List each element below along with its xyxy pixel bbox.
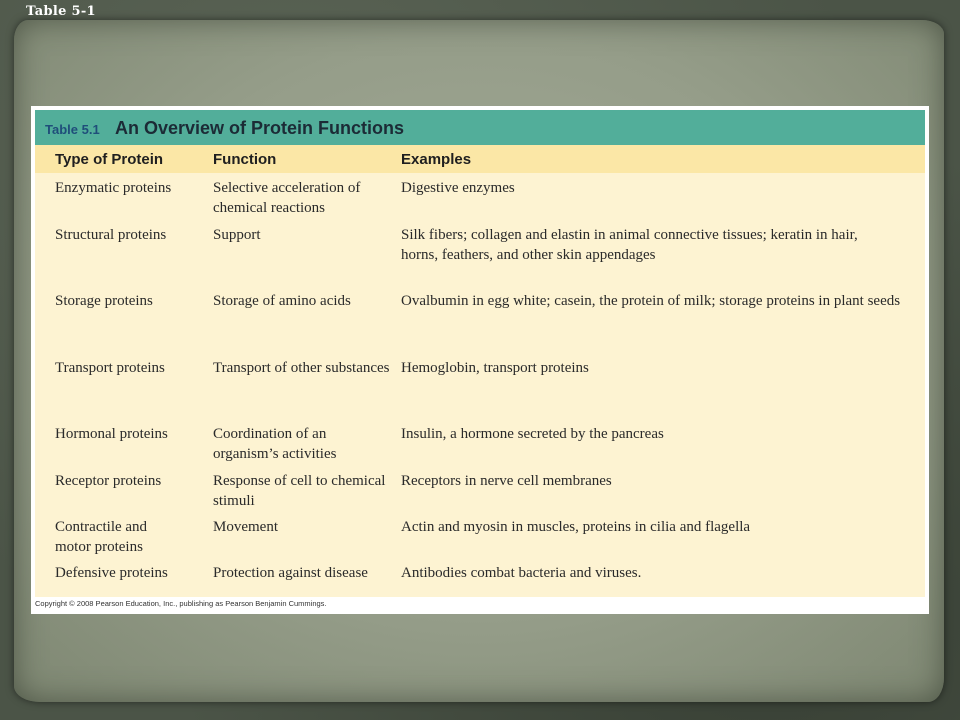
row-type: Transport proteins [55, 360, 165, 376]
header-examples: Examples [401, 151, 472, 168]
row-examples: Antibodies combat bacteria and viruses. [401, 565, 642, 581]
row-examples: Digestive enzymes [401, 180, 515, 196]
header-type: Type of Protein [55, 151, 164, 168]
header-function: Function [213, 151, 277, 168]
row-function: Movement [213, 519, 278, 535]
row-function: Coordination of an organism’s activities [213, 426, 337, 462]
row-type: Storage proteins [55, 293, 153, 309]
copyright-notice: Copyright © 2008 Pearson Education, Inc., publishing as Pearson Benjamin Cummings. [35, 599, 327, 608]
slide-title: Table 5-1 [26, 4, 96, 19]
table-image [31, 106, 929, 614]
row-examples: Silk fibers; collagen and elastin in animal connective tissues; keratin in hair, horns, feathers, and other skin appendages [401, 227, 858, 263]
row-examples: Hemoglobin, transport proteins [401, 360, 589, 376]
table-title: An Overview of Protein Functions [115, 118, 405, 138]
row-type: Receptor proteins [55, 473, 162, 489]
row-type: Structural proteins [55, 227, 167, 243]
row-function: Response of cell to chemical stimuli [213, 473, 386, 509]
row-type: Defensive proteins [55, 565, 168, 581]
row-examples: Insulin, a hormone secreted by the pancreas [401, 426, 664, 442]
row-function: Transport of other substances [213, 360, 390, 376]
row-type: Contractile and motor proteins [55, 519, 148, 555]
row-examples: Actin and myosin in muscles, proteins in cilia and flagella [401, 519, 751, 535]
row-function: Selective acceleration of chemical reactions [213, 180, 361, 216]
row-examples: Receptors in nerve cell membranes [401, 473, 612, 489]
table-caption-bar [35, 110, 925, 145]
row-function: Protection against disease [213, 565, 368, 581]
row-type: Hormonal proteins [55, 426, 168, 442]
row-function: Storage of amino acids [213, 293, 351, 309]
table-body [35, 145, 925, 597]
row-function: Support [213, 227, 261, 243]
row-examples: Ovalbumin in egg white; casein, the protein of milk; storage proteins in plant seeds [401, 293, 901, 309]
row-type: Enzymatic proteins [55, 180, 172, 196]
table-header-row [35, 145, 925, 173]
table-number: Table 5.1 [45, 122, 100, 137]
